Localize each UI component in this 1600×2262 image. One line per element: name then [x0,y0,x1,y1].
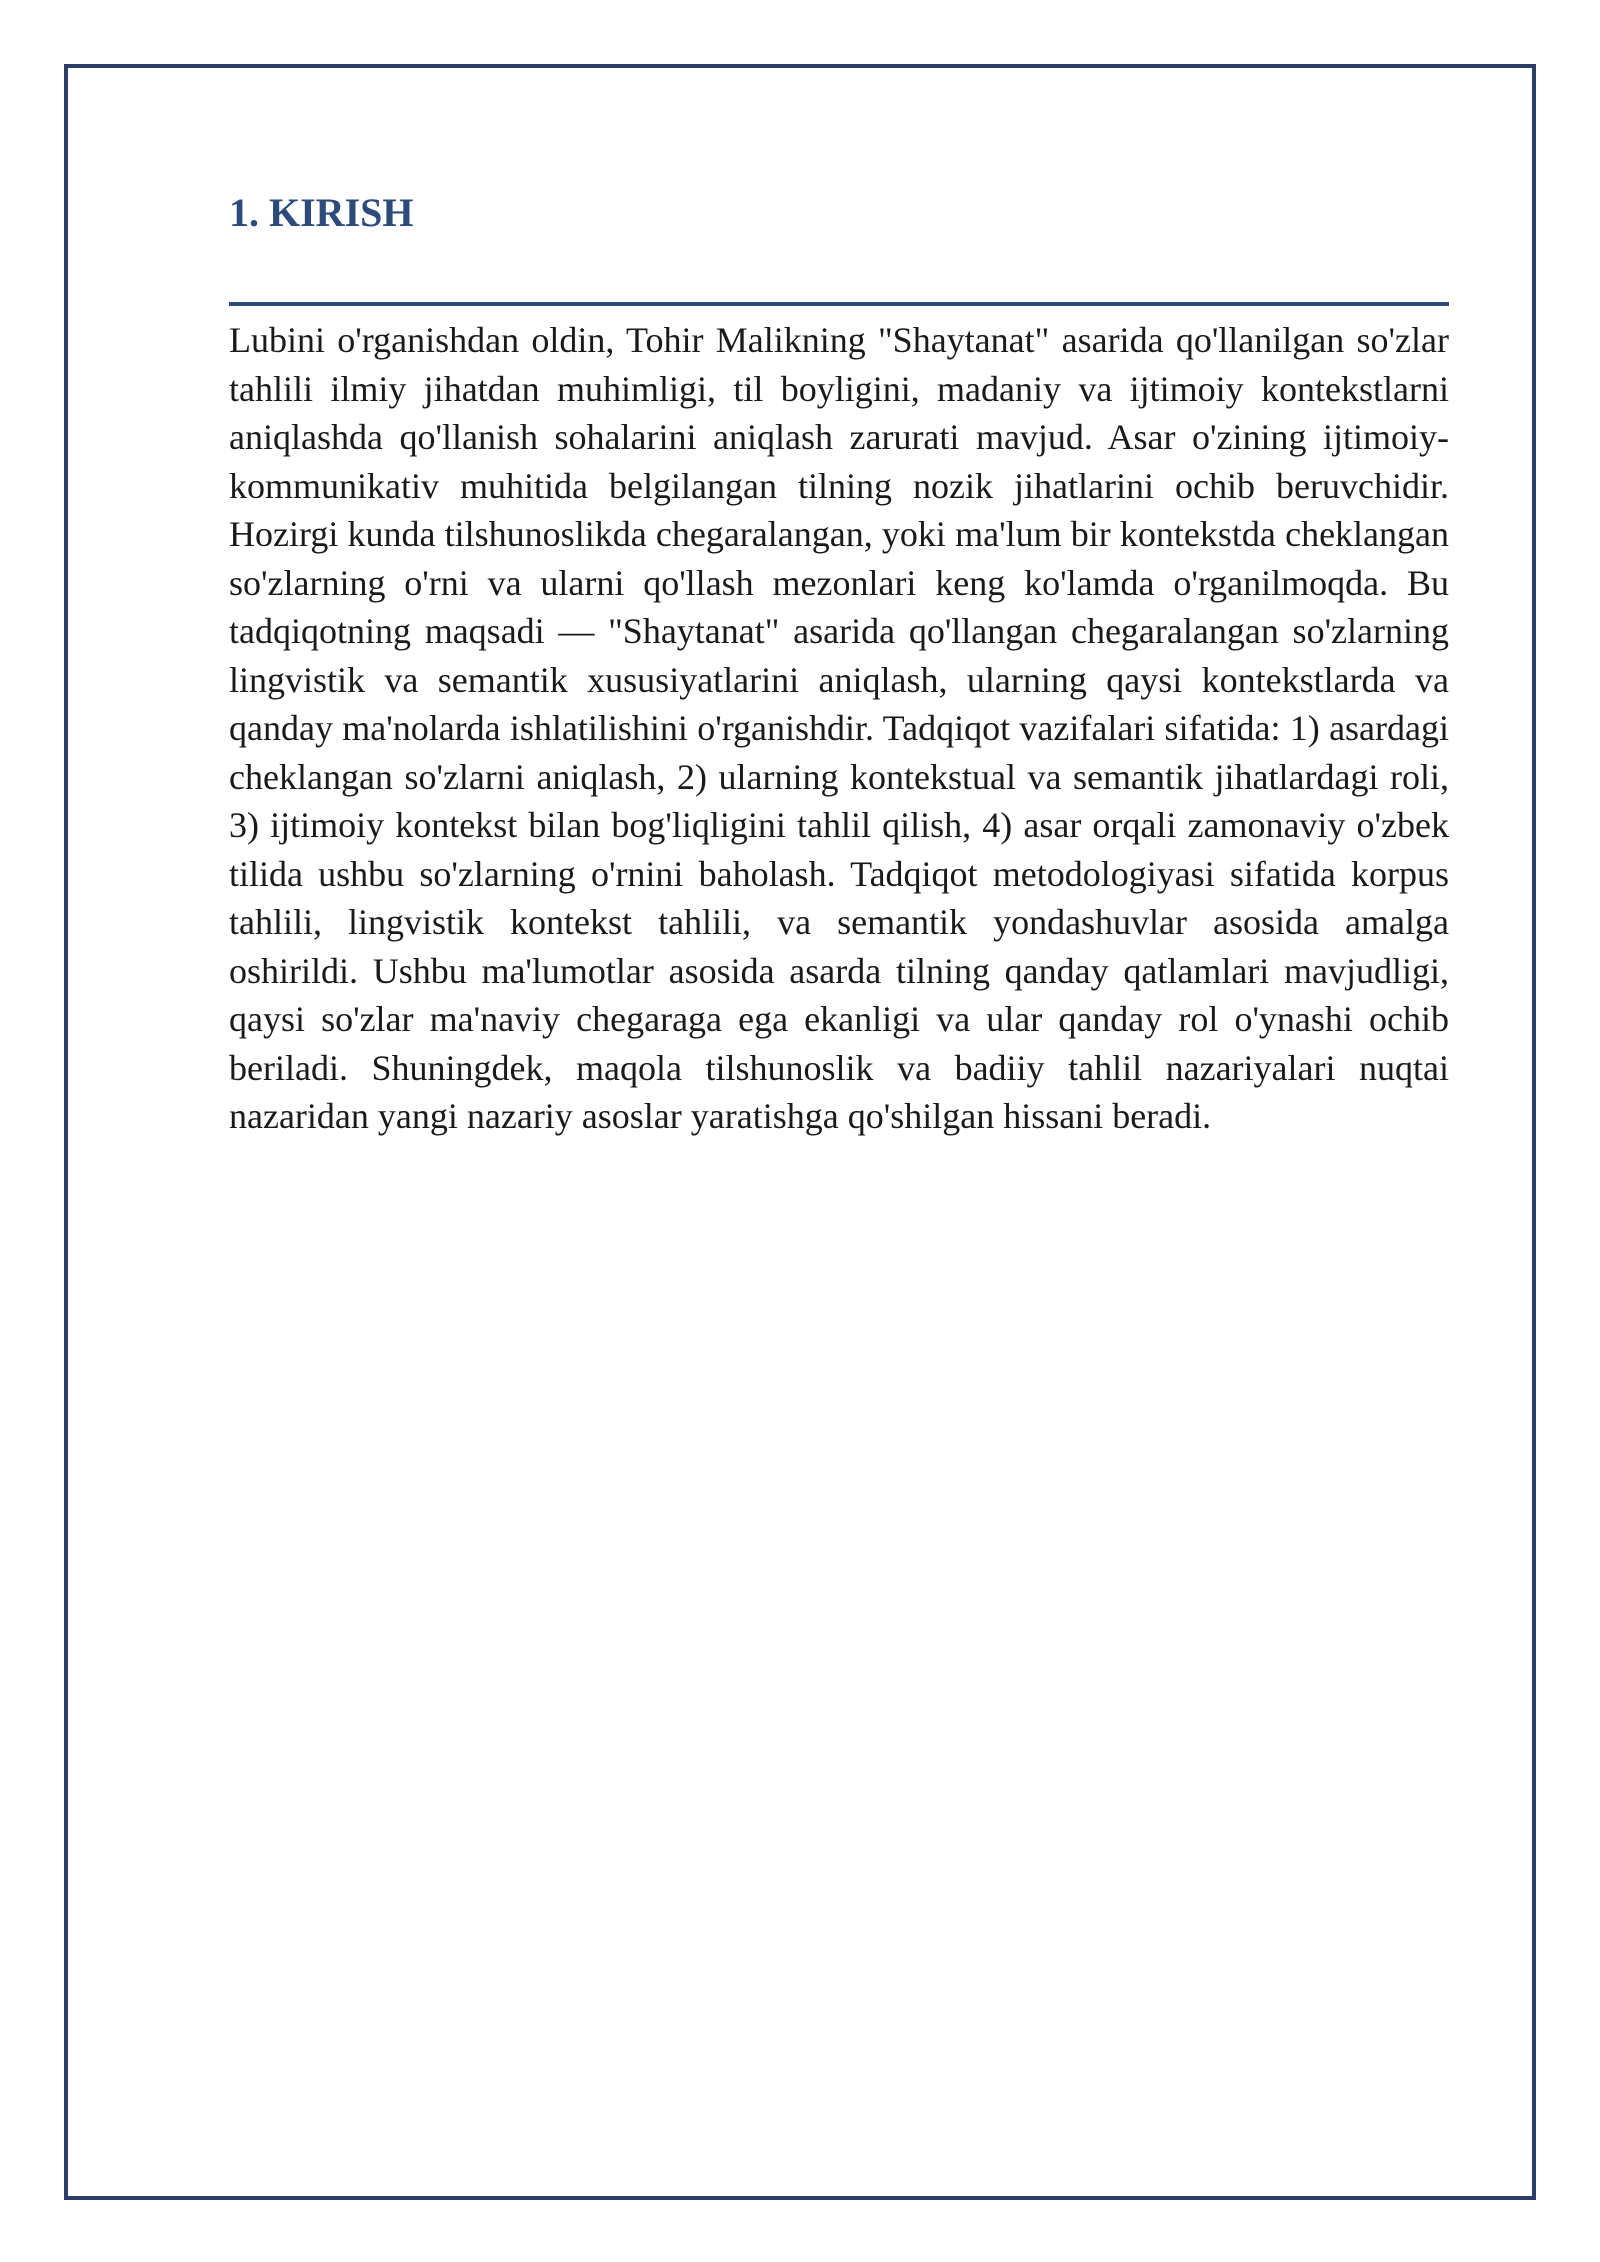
page-content [229,180,1449,1141]
body-paragraph: Lubini o'rganishdan oldin, Tohir Malikning "Shaytanat" asarida qo'llanilgan so'zlar tahlili ilmiy jihatdan muhimligi, til boyligini, madaniy va ijtimoiy kontekstlarni aniqlashda qo'llanish sohalarini aniqlash zarurati mavjud. Asar o'zining ijtimoiy-kommunikativ muhitida belgilangan tilning nozik jihatlarini ochib beruvchidir. Hozirgi kunda tilshunoslikda chegaralangan, yoki ma'lum bir kontekstda cheklangan so'zlarning o'rni va ularni qo'llash mezonlari keng ko'lamda o'rganilmoqda. Bu tadqiqotning maqsadi — "Shaytanat" asarida qo'llangan chegaralangan so'zlarning lingvistik va semantik xususiyatlarini aniqlash, ularning qaysi kontekstlarda va qanday ma'nolarda ishlatilishini o'rganishdir. Tadqiqot vazifalari sifatida: 1) asardagi cheklangan so'zlarni aniqlash, 2) ularning kontekstual va semantik jihatlardagi roli, 3) ijtimoiy kontekst bilan bog'liqligini tahlil qilish, 4) asar orqali zamonaviy o'zbek tilida ushbu so'zlarning o'rnini baholash. Tadqiqot metodologiyasi sifatida korpus tahlili, lingvistik kontekst tahlili, va semantik yondashuvlar asosida amalga oshirildi. Ushbu ma'lumotlar asosida asarda tilning qanday qatlamlari mavjudligi, qaysi so'zlar ma'naviy chegaraga ega ekanligi va ular qanday rol o'ynashi ochib beriladi. Shuningdek, maqola tilshunoslik va badiiy tahlil nazariyalari nuqtai nazaridan yangi nazariy asoslar yaratishga qo'shilgan hissani beradi. [229,320,1449,1136]
title-divider [229,302,1449,306]
section-title: 1. KIRISH [229,190,414,235]
